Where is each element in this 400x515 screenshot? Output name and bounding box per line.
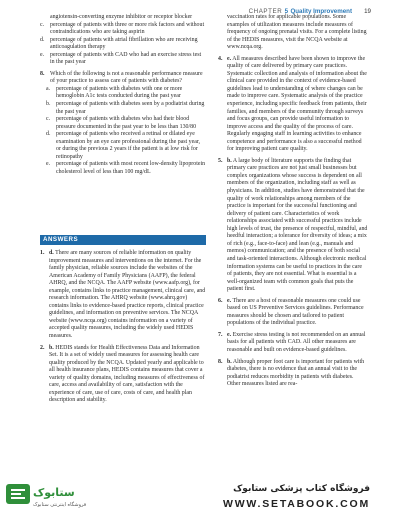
answers-heading: ANSWERS [40,235,206,245]
q8-option-c [46,116,206,131]
store-url[interactable]: WWW.SETABOOK.COM [222,498,370,510]
setabook-logo [6,482,86,510]
page-number: 19 [364,8,371,15]
answer-text: There are many sources of reliable information on quality improvement measures and interventions on the internet. For the family physician, reliable sources include the websites of the American Academy of Family Physicians (AAFP), the federal AHRQ, and the NCQA. The AAFP website (www.aafp.org), for example, contains links to practice management, clinical care, and research information. The AHRQ website (www.ahrq.gov) contains links to evidence-based practice reports, clinical practice guidelines, and information on preventive services. The NCQA website (www.ncqa.org) contains information on a variety of accepted quality measures, including the widely used HEDIS measures. [49,250,206,340]
answer-letter: b. [49,344,54,351]
answer-number: 5. [218,157,223,164]
answer-number: 8. [218,358,223,365]
answer-text: HEDIS stands for Health Effectiveness Data and Information Set. It is a set of widely used measures for assessing health care quality produced by the NCQA. Updated yearly and applicable to all health insurance plans, HEDIS contains measures that cover a variety of quality domains, including measures of effectiveness of care, access and availability of care, satisfaction with the experience of care, use of care, costs of care, and health plan description and stability. [49,344,205,404]
answer-number: 2. [40,344,45,351]
answer-text: Exercise stress testing is not recommended on an annual basis for all patients with CAD. All other measures are reasonable and built on evidence-based guidelines. [227,331,366,353]
answer-1 [40,250,206,341]
answer-text: A large body of literature supports the finding that primary care practices are not just small businesses but complex organizations whose success is dependent on all members of the organization, including staff as well as physicians. In addition, studies have demonstrated that the quality of work relationships among members of the practice is important for the successful functioning and delivery of patient care. Characteristics of work relationships associated with successful practices include high levels of trust, the presence of respectful, mindful, and heedful interaction; a tolerance for diversity of ideas; a mix of rich (e.g., face-to-face) and lean (e.g., manuals and memos) communication; and the presence of both social and task-oriented interactions. Although electronic medical information systems can be useful to practices in the care of patients, they are not essential. What is essential is a well-organized team with common goals that puts the patient first. [227,157,368,293]
watermark-footer [0,482,400,512]
option-label: c. [40,21,45,28]
store-title: فروشگاه کتاب پزشکی ستابوک [233,484,370,494]
option-b-cont [40,14,206,22]
q8-option-a [46,86,206,101]
question-number: 8. [40,70,45,77]
question-stem: Which of the following is not a reasonable performance measure of your practice to assess care of patients with diabetes? [50,70,203,85]
option-label: c. [46,116,51,123]
q8-option-d [46,131,206,161]
answer-number: 7. [218,331,223,338]
option-e [40,52,206,67]
answer-text: vaccination rates for applicable populations. Some examples of utilization measures include measures of frequency of ongoing prenatal visits. For a complete listing of the HEDIS measures, visit the NCQA website at www.ncqa.org. [227,14,367,51]
answer-5 [218,158,368,294]
option-label: d. [40,36,45,43]
q8-option-b [46,101,206,116]
option-text: percentage of patients with diabetes who had their blood pressure documented in the past year to be less than 130/80 [56,116,197,130]
right-column [218,14,368,480]
answer-letter: b. [227,157,232,164]
option-label: a. [46,85,51,92]
question-8 [40,71,206,86]
option-label: e. [40,51,45,58]
answer-text: There are a host of reasonable measures one could use based on US Preventive Services guidelines. Performance measures should be chosen and tailored to patient populations of the individual practice. [227,297,364,327]
answer-letter: e. [227,331,232,338]
option-text: percentage of patients with diabetes with one or more hemoglobin A1c tests conducted during the past year [56,85,183,100]
answer-3-cont [218,14,368,52]
logo-subtext: فروشگاه اینترنتی ستابوک [33,502,86,508]
q8-option-e [46,161,206,176]
option-label: d. [46,131,51,138]
answer-2 [40,345,206,405]
answer-number: 1. [40,250,45,256]
chapter-word: CHAPTER [248,8,283,15]
chapter-number: 5 [284,8,289,15]
option-text: percentage of patients with three or more risk factors and without contraindications who are taking aspirin [50,21,205,36]
left-column [40,14,206,235]
answer-letter: e. [227,55,232,62]
left-answers [40,248,206,480]
answer-text: All measures described have been shown to improve the quality of care delivered by primary care practices. Systematic collection and analysis of information about the clinical care provided in the context of evidence-based guidelines lead to understanding of where changes can be made to improve care. Systematic analysis of the practice experience, including specific feedback from patients, their families, and members of the community through surveys and focus groups, can provide useful information to improve access and the quality of the process of care. Regularly engaging staff in learning activities to enhance competence and performance is also a successful method for improving patient care quality. [227,55,367,153]
option-d [40,37,206,52]
option-text: angiotensin-converting enzyme inhibitor or receptor blocker [50,14,193,20]
option-text: percentage of patients with atrial fibrillation who are receiving anticoagulation therapy [50,36,198,51]
option-text: percentage of patients with most recent low-density lipoprotein cholesterol level of less than 100 mg/dL [56,161,206,175]
option-text: percentage of patients who received a retinal or dilated eye examination by an eye care professional during the past year, or during the previous 2 years if the patient is at low risk for retinopathy [56,131,201,160]
answer-number: 6. [218,297,223,304]
answer-text: Although proper foot care is important for patients with diabetes, there is no evidence that an annual visit to the podiatrist reduces morbidity in patients with diabetes. Other measures listed are rea- [227,358,365,388]
answer-letter: b. [227,358,232,365]
option-text: percentage of patients with CAD who had an exercise stress test in the past year [50,51,202,66]
answer-8 [218,359,368,389]
option-label: e. [46,161,51,168]
answer-number: 4. [218,55,223,62]
answer-letter: e. [227,297,232,304]
option-text: percentage of patients with diabetes seen by a podiatrist during the past year [56,101,205,115]
logo-icon [6,482,86,510]
answer-letter: d. [49,250,54,256]
answer-6 [218,298,368,328]
logo-text: ستابوک [33,486,75,499]
option-c [40,22,206,37]
chapter-title: Quality Improvement [290,8,352,15]
answer-7 [218,332,368,355]
option-label: b. [46,101,51,108]
answer-4 [218,56,368,154]
